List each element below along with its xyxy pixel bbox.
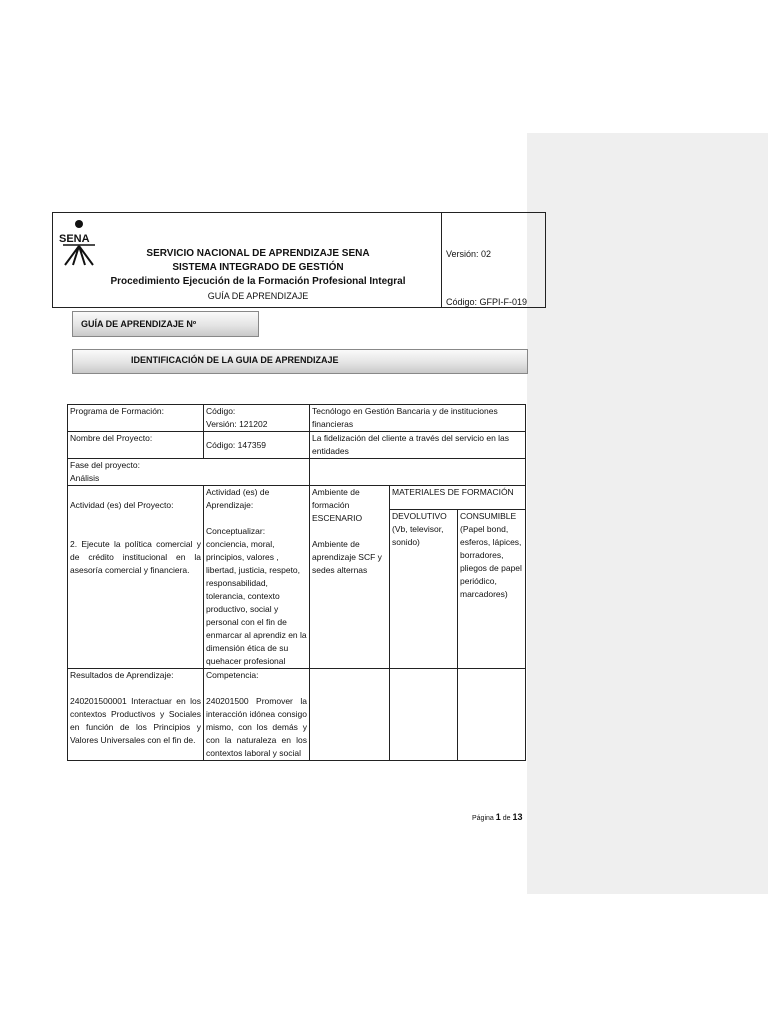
guide-number-bar: GUÍA DE APRENDIZAJE Nº (72, 311, 259, 337)
competence-cell (204, 669, 310, 761)
guide-title: GUÍA DE APRENDIZAJE (207, 291, 309, 301)
table-row (68, 432, 526, 459)
project-code: Código: 147359 (204, 432, 310, 459)
version-value: Versión: 121202 (206, 419, 268, 429)
page-footer (472, 812, 522, 822)
project-activity-cell (68, 486, 204, 669)
empty-cell (390, 669, 458, 761)
page-label: Página (472, 815, 494, 822)
table-row (68, 405, 526, 432)
table-row (68, 486, 526, 510)
comment-pane (527, 133, 768, 894)
project-activity-label: Actividad (es) del Proyecto: (70, 500, 174, 510)
org-name: SERVICIO NACIONAL DE APRENDIZAJE SENA (146, 248, 370, 259)
phase-value: Análisis (70, 473, 100, 483)
header-title-block (93, 247, 423, 303)
results-cell (68, 669, 204, 761)
learning-activity-label: Actividad (es) de Aprendizaje: (206, 487, 270, 510)
program-value: Tecnólogo en Gestión Bancaria y de instituciones financieras (310, 405, 526, 432)
table-row (68, 459, 526, 486)
competence-label: Competencia: (206, 670, 259, 680)
header-divider (441, 213, 442, 307)
header-version: Versión: 02 (446, 249, 492, 259)
page-total: 13 (512, 812, 523, 822)
program-code-cell (204, 405, 310, 432)
learning-activity-value: Conceptualizar: conciencia, moral, principios, valores , libertad, justicia, respeto, responsabilidad, tolerancia, contexto productivo, social y personal con el fin de enmarcar al aprendiz en la dimensión ética de su quehacer profesional (206, 526, 307, 666)
program-label: Programa de Formación: (68, 405, 204, 432)
environment-label: Ambiente de formación ESCENARIO (312, 487, 363, 523)
results-value: 240201500001 Interactuar en los contextos Productivos y Sociales en función de los Principios y Valores Universales con el fin de. (70, 696, 201, 745)
header-code: Código: GFPI-F-019 (446, 297, 528, 307)
document-header (52, 212, 546, 308)
project-value: La fidelización del cliente a través del servicio en las entidades (310, 432, 526, 459)
guide-identification-table (67, 404, 526, 761)
table-row (68, 669, 526, 761)
environment-value: Ambiente de aprendizaje SCF y sedes alternas (312, 539, 382, 575)
competence-value: 240201500 Promover la interacción idónea consigo mismo, con los demás y con la naturaleza en los contextos laboral y social (206, 696, 307, 758)
consumible-cell: CONSUMIBLE (Papel bond, esferos, lápices, borradores, pliegos de papel periódico, marcadores) (458, 510, 526, 669)
project-activity-value: 2. Ejecute la política comercial y de crédito institucional en la asesoría comercial y financiera. (70, 539, 201, 575)
results-label: Resultados de Aprendizaje: (70, 670, 174, 680)
code-label: Código: (206, 406, 236, 416)
page-of: de (502, 815, 511, 822)
phase-label: Fase del proyecto: (70, 460, 140, 470)
project-label: Nombre del Proyecto: (68, 432, 204, 459)
page-current: 1 (495, 812, 501, 822)
empty-cell (458, 669, 526, 761)
learning-activity-cell (204, 486, 310, 669)
svg-text:SENA: SENA (59, 233, 90, 245)
devolutivo-cell: DEVOLUTIVO (Vb, televisor, sonido) (390, 510, 458, 669)
system-name: SISTEMA INTEGRADO DE GESTIÓN (172, 262, 344, 273)
empty-cell (310, 669, 390, 761)
environment-cell (310, 486, 390, 669)
identification-bar: IDENTIFICACIÓN DE LA GUIA DE APRENDIZAJE (72, 349, 528, 374)
materials-header: MATERIALES DE FORMACIÓN (390, 486, 526, 510)
phase-cell (68, 459, 310, 486)
phase-empty-cell (310, 459, 526, 486)
procedure-name: Procedimiento Ejecución de la Formación Profesional Integral (110, 276, 406, 287)
